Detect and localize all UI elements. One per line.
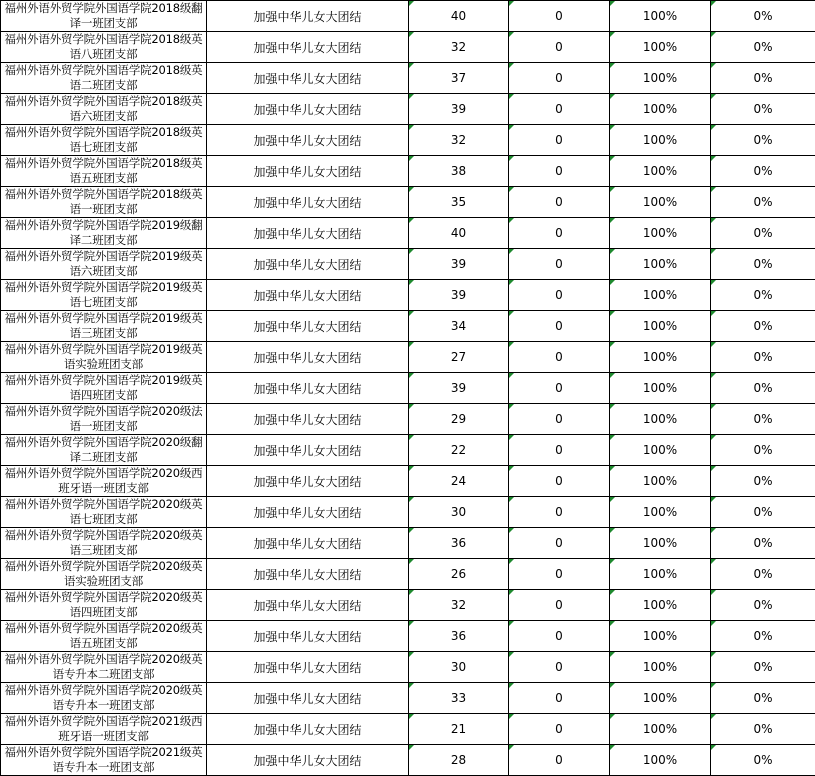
table-row xyxy=(1,497,815,528)
org-name-cell[interactable]: 福州外语外贸学院外国语学院2018级英语一班团支部 xyxy=(1,187,207,218)
percent-cell[interactable]: 0% xyxy=(711,621,815,652)
rate-cell[interactable]: 100% xyxy=(610,249,711,280)
activity-cell[interactable]: 加强中华儿女大团结 xyxy=(207,342,409,373)
member-count-cell[interactable]: 36 xyxy=(409,528,509,559)
activity-cell[interactable]: 加强中华儿女大团结 xyxy=(207,404,409,435)
org-name-cell[interactable]: 福州外语外贸学院外国语学院2020级英语实验班团支部 xyxy=(1,559,207,590)
percent-cell[interactable]: 0% xyxy=(711,404,815,435)
rate-cell[interactable]: 100% xyxy=(610,497,711,528)
activity-cell[interactable]: 加强中华儿女大团结 xyxy=(207,1,409,32)
member-count-cell[interactable]: 29 xyxy=(409,404,509,435)
table-row xyxy=(1,218,815,249)
rate-cell[interactable]: 100% xyxy=(610,652,711,683)
rate-cell[interactable]: 100% xyxy=(610,187,711,218)
table-row xyxy=(1,435,815,466)
rate-cell[interactable]: 100% xyxy=(610,218,711,249)
percent-cell[interactable]: 0% xyxy=(711,466,815,497)
org-name-cell[interactable]: 福州外语外贸学院外国语学院2019级英语七班团支部 xyxy=(1,280,207,311)
org-name-cell[interactable]: 福州外语外贸学院外国语学院2020级西班牙语一班团支部 xyxy=(1,466,207,497)
zero-value-cell[interactable]: 0 xyxy=(509,63,610,94)
table-row xyxy=(1,32,815,63)
zero-value-cell[interactable]: 0 xyxy=(509,249,610,280)
org-name-cell[interactable]: 福州外语外贸学院外国语学院2019级翻译二班团支部 xyxy=(1,218,207,249)
org-name-cell[interactable]: 福州外语外贸学院外国语学院2018级翻译一班团支部 xyxy=(1,1,207,32)
percent-cell[interactable]: 0% xyxy=(711,218,815,249)
activity-cell[interactable]: 加强中华儿女大团结 xyxy=(207,280,409,311)
zero-value-cell[interactable]: 0 xyxy=(509,528,610,559)
percent-cell[interactable]: 0% xyxy=(711,280,815,311)
zero-value-cell[interactable]: 0 xyxy=(509,373,610,404)
activity-cell[interactable]: 加强中华儿女大团结 xyxy=(207,435,409,466)
activity-cell[interactable]: 加强中华儿女大团结 xyxy=(207,311,409,342)
activity-cell[interactable]: 加强中华儿女大团结 xyxy=(207,714,409,745)
percent-cell[interactable]: 0% xyxy=(711,125,815,156)
org-name-cell[interactable]: 福州外语外贸学院外国语学院2021级英语专升本一班团支部 xyxy=(1,745,207,776)
member-count-cell[interactable]: 39 xyxy=(409,94,509,125)
org-name-cell[interactable]: 福州外语外贸学院外国语学院2019级英语四班团支部 xyxy=(1,373,207,404)
member-count-cell[interactable]: 24 xyxy=(409,466,509,497)
table-row xyxy=(1,528,815,559)
table-row xyxy=(1,683,815,714)
activity-cell[interactable]: 加强中华儿女大团结 xyxy=(207,497,409,528)
member-count-cell[interactable]: 40 xyxy=(409,1,509,32)
org-name-cell[interactable]: 福州外语外贸学院外国语学院2020级英语专升本一班团支部 xyxy=(1,683,207,714)
activity-cell[interactable]: 加强中华儿女大团结 xyxy=(207,528,409,559)
percent-cell[interactable]: 0% xyxy=(711,63,815,94)
activity-cell[interactable]: 加强中华儿女大团结 xyxy=(207,683,409,714)
rate-cell[interactable]: 100% xyxy=(610,1,711,32)
zero-value-cell[interactable]: 0 xyxy=(509,652,610,683)
zero-value-cell[interactable]: 0 xyxy=(509,1,610,32)
percent-cell[interactable]: 0% xyxy=(711,1,815,32)
org-name-cell[interactable]: 福州外语外贸学院外国语学院2018级英语七班团支部 xyxy=(1,125,207,156)
member-count-cell[interactable]: 22 xyxy=(409,435,509,466)
table-row xyxy=(1,249,815,280)
table-row xyxy=(1,373,815,404)
zero-value-cell[interactable]: 0 xyxy=(509,435,610,466)
zero-value-cell[interactable]: 0 xyxy=(509,218,610,249)
table-row xyxy=(1,652,815,683)
org-name-cell[interactable]: 福州外语外贸学院外国语学院2018级英语八班团支部 xyxy=(1,32,207,63)
table-row xyxy=(1,621,815,652)
org-name-cell[interactable]: 福州外语外贸学院外国语学院2020级英语五班团支部 xyxy=(1,621,207,652)
percent-cell[interactable]: 0% xyxy=(711,94,815,125)
org-name-cell[interactable]: 福州外语外贸学院外国语学院2020级英语七班团支部 xyxy=(1,497,207,528)
activity-cell[interactable]: 加强中华儿女大团结 xyxy=(207,373,409,404)
percent-cell[interactable]: 0% xyxy=(711,435,815,466)
rate-cell[interactable]: 100% xyxy=(610,94,711,125)
activity-cell[interactable]: 加强中华儿女大团结 xyxy=(207,559,409,590)
table-row xyxy=(1,714,815,745)
zero-value-cell[interactable]: 0 xyxy=(509,559,610,590)
member-count-cell[interactable]: 32 xyxy=(409,32,509,63)
zero-value-cell[interactable]: 0 xyxy=(509,404,610,435)
member-count-cell[interactable]: 39 xyxy=(409,249,509,280)
rate-cell[interactable]: 100% xyxy=(610,342,711,373)
org-name-cell[interactable]: 福州外语外贸学院外国语学院2018级英语五班团支部 xyxy=(1,156,207,187)
table-row xyxy=(1,745,815,776)
activity-cell[interactable]: 加强中华儿女大团结 xyxy=(207,94,409,125)
percent-cell[interactable]: 0% xyxy=(711,373,815,404)
activity-cell[interactable]: 加强中华儿女大团结 xyxy=(207,590,409,621)
member-count-cell[interactable]: 35 xyxy=(409,187,509,218)
activity-cell[interactable]: 加强中华儿女大团结 xyxy=(207,125,409,156)
rate-cell[interactable]: 100% xyxy=(610,745,711,776)
activity-cell[interactable]: 加强中华儿女大团结 xyxy=(207,187,409,218)
rate-cell[interactable]: 100% xyxy=(610,404,711,435)
member-count-cell[interactable]: 33 xyxy=(409,683,509,714)
member-count-cell[interactable]: 30 xyxy=(409,652,509,683)
member-count-cell[interactable]: 34 xyxy=(409,311,509,342)
table-row xyxy=(1,63,815,94)
member-count-cell[interactable]: 27 xyxy=(409,342,509,373)
member-count-cell[interactable]: 26 xyxy=(409,559,509,590)
zero-value-cell[interactable]: 0 xyxy=(509,280,610,311)
org-name-cell[interactable]: 福州外语外贸学院外国语学院2021级西班牙语一班团支部 xyxy=(1,714,207,745)
activity-cell[interactable]: 加强中华儿女大团结 xyxy=(207,745,409,776)
activity-cell[interactable]: 加强中华儿女大团结 xyxy=(207,63,409,94)
org-name-cell[interactable]: 福州外语外贸学院外国语学院2020级英语三班团支部 xyxy=(1,528,207,559)
activity-cell[interactable]: 加强中华儿女大团结 xyxy=(207,32,409,63)
activity-cell[interactable]: 加强中华儿女大团结 xyxy=(207,249,409,280)
table-row xyxy=(1,1,815,32)
activity-cell[interactable]: 加强中华儿女大团结 xyxy=(207,466,409,497)
table-row xyxy=(1,125,815,156)
percent-cell[interactable]: 0% xyxy=(711,249,815,280)
member-count-cell[interactable]: 32 xyxy=(409,590,509,621)
org-name-cell[interactable]: 福州外语外贸学院外国语学院2020级法语一班团支部 xyxy=(1,404,207,435)
table-row xyxy=(1,404,815,435)
rate-cell[interactable]: 100% xyxy=(610,280,711,311)
zero-value-cell[interactable]: 0 xyxy=(509,683,610,714)
org-name-cell[interactable]: 福州外语外贸学院外国语学院2019级英语六班团支部 xyxy=(1,249,207,280)
table-row xyxy=(1,187,815,218)
percent-cell[interactable]: 0% xyxy=(711,559,815,590)
org-name-cell[interactable]: 福州外语外贸学院外国语学院2019级英语实验班团支部 xyxy=(1,342,207,373)
table-row xyxy=(1,590,815,621)
percent-cell[interactable]: 0% xyxy=(711,590,815,621)
rate-cell[interactable]: 100% xyxy=(610,559,711,590)
table-body xyxy=(1,1,815,776)
zero-value-cell[interactable]: 0 xyxy=(509,32,610,63)
member-count-cell[interactable]: 40 xyxy=(409,218,509,249)
org-name-cell[interactable]: 福州外语外贸学院外国语学院2020级英语四班团支部 xyxy=(1,590,207,621)
activity-cell[interactable]: 加强中华儿女大团结 xyxy=(207,652,409,683)
zero-value-cell[interactable]: 0 xyxy=(509,621,610,652)
member-count-cell[interactable]: 32 xyxy=(409,125,509,156)
rate-cell[interactable]: 100% xyxy=(610,311,711,342)
zero-value-cell[interactable]: 0 xyxy=(509,714,610,745)
percent-cell[interactable]: 0% xyxy=(711,497,815,528)
org-name-cell[interactable]: 福州外语外贸学院外国语学院2018级英语二班团支部 xyxy=(1,63,207,94)
percent-cell[interactable]: 0% xyxy=(711,32,815,63)
member-count-cell[interactable]: 38 xyxy=(409,156,509,187)
percent-cell[interactable]: 0% xyxy=(711,311,815,342)
zero-value-cell[interactable]: 0 xyxy=(509,125,610,156)
zero-value-cell[interactable]: 0 xyxy=(509,311,610,342)
zero-value-cell[interactable]: 0 xyxy=(509,497,610,528)
zero-value-cell[interactable]: 0 xyxy=(509,745,610,776)
member-count-cell[interactable]: 39 xyxy=(409,280,509,311)
percent-cell[interactable]: 0% xyxy=(711,683,815,714)
percent-cell[interactable]: 0% xyxy=(711,652,815,683)
table-row xyxy=(1,466,815,497)
zero-value-cell[interactable]: 0 xyxy=(509,342,610,373)
rate-cell[interactable]: 100% xyxy=(610,466,711,497)
zero-value-cell[interactable]: 0 xyxy=(509,94,610,125)
zero-value-cell[interactable]: 0 xyxy=(509,590,610,621)
activity-cell[interactable]: 加强中华儿女大团结 xyxy=(207,621,409,652)
rate-cell[interactable]: 100% xyxy=(610,435,711,466)
rate-cell[interactable]: 100% xyxy=(610,156,711,187)
percent-cell[interactable]: 0% xyxy=(711,187,815,218)
org-name-cell[interactable]: 福州外语外贸学院外国语学院2019级英语三班团支部 xyxy=(1,311,207,342)
member-count-cell[interactable]: 21 xyxy=(409,714,509,745)
percent-cell[interactable]: 0% xyxy=(711,745,815,776)
table-row xyxy=(1,342,815,373)
table-row xyxy=(1,311,815,342)
rate-cell[interactable]: 100% xyxy=(610,373,711,404)
rate-cell[interactable]: 100% xyxy=(610,32,711,63)
rate-cell[interactable]: 100% xyxy=(610,621,711,652)
rate-cell[interactable]: 100% xyxy=(610,63,711,94)
activity-cell[interactable]: 加强中华儿女大团结 xyxy=(207,156,409,187)
org-name-cell[interactable]: 福州外语外贸学院外国语学院2020级翻译二班团支部 xyxy=(1,435,207,466)
member-count-cell[interactable]: 28 xyxy=(409,745,509,776)
rate-cell[interactable]: 100% xyxy=(610,125,711,156)
member-count-cell[interactable]: 36 xyxy=(409,621,509,652)
table-row xyxy=(1,280,815,311)
zero-value-cell[interactable]: 0 xyxy=(509,187,610,218)
activity-cell[interactable]: 加强中华儿女大团结 xyxy=(207,218,409,249)
rate-cell[interactable]: 100% xyxy=(610,683,711,714)
rate-cell[interactable]: 100% xyxy=(610,714,711,745)
zero-value-cell[interactable]: 0 xyxy=(509,156,610,187)
percent-cell[interactable]: 0% xyxy=(711,342,815,373)
percent-cell[interactable]: 0% xyxy=(711,528,815,559)
table-row xyxy=(1,94,815,125)
zero-value-cell[interactable]: 0 xyxy=(509,466,610,497)
member-count-cell[interactable]: 30 xyxy=(409,497,509,528)
member-count-cell[interactable]: 39 xyxy=(409,373,509,404)
org-name-cell[interactable]: 福州外语外贸学院外国语学院2020级英语专升本二班团支部 xyxy=(1,652,207,683)
member-count-cell[interactable]: 37 xyxy=(409,63,509,94)
table-row xyxy=(1,559,815,590)
percent-cell[interactable]: 0% xyxy=(711,714,815,745)
org-name-cell[interactable]: 福州外语外贸学院外国语学院2018级英语六班团支部 xyxy=(1,94,207,125)
rate-cell[interactable]: 100% xyxy=(610,590,711,621)
rate-cell[interactable]: 100% xyxy=(610,528,711,559)
percent-cell[interactable]: 0% xyxy=(711,156,815,187)
table-row xyxy=(1,156,815,187)
